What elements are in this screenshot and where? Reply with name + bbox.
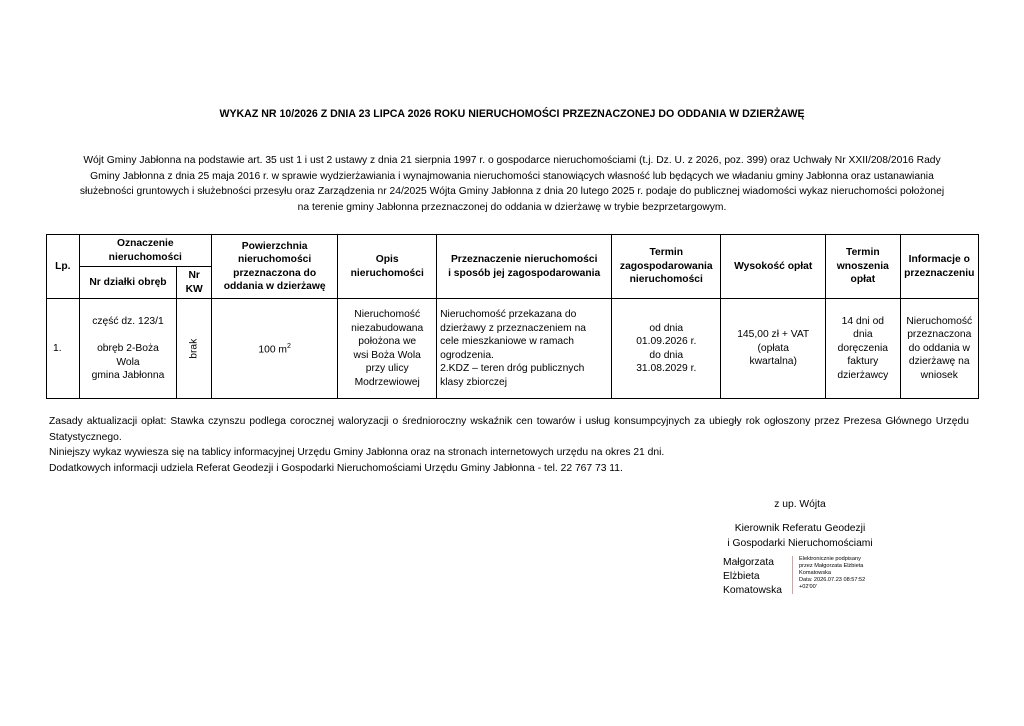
cell-przeznaczenie: Nieruchomość przekazana do dzierżawy z przeznaczeniem na cele mieszkaniowe w ramach ogrodzenia. 2.KDZ – teren dróg publicznych klasy zbiorczej <box>437 299 612 399</box>
note-contact: Dodatkowych informacji udziela Referat Geodezji i Gospodarki Nieruchomościami Urzędu Gminy Jabłonna - tel. 22 767 73 11. <box>49 462 623 474</box>
e-signature-divider <box>792 556 793 594</box>
signature-role: i Gospodarki Nieruchomościami <box>727 538 873 549</box>
intro-line: na terenie gminy Jabłonna przeznaczonej do oddania w dzierżawę w trybie bezprzetargowym. <box>297 201 727 213</box>
cell-nr-kw: brak <box>177 299 212 399</box>
signature-block <box>700 497 900 552</box>
signature-role: Kierownik Referatu Geodezji <box>734 522 866 534</box>
note-publication: Niniejszy wykaz wywiesza się na tablicy informacyjnej Urzędu Gminy Jabłonna oraz na stronach internetowych urzędu na okres 21 dni. <box>49 447 665 458</box>
header-termin-wnoszenia: Termin wnoszenia opłat <box>826 235 900 299</box>
signature-up: z up. Wójta <box>774 499 826 510</box>
header-oznaczenie: Oznaczenie nieruchomości <box>79 235 211 267</box>
intro-paragraph <box>40 153 984 215</box>
intro-line: służebności gruntowych i służebności przesyłu oraz Zarządzenia nr 24/2025 Wójta Gminy Jabłonna z dnia 20 lutego 2025 r. podaje do publicznej wiadomości wykaz nieruchomości położonej <box>79 186 945 197</box>
cell-termin-zagospodarowania: od dnia 01.09.2026 r. do dnia 31.08.2029 r. <box>612 299 721 399</box>
header-powierzchnia: Powierzchnia nieruchomości przeznaczona do oddania w dzierżawę <box>212 235 338 299</box>
note-fee-update: Zasady aktualizacji opłat: Stawka czynszu podlega corocznej waloryzacji o średnioroczny wskaźnik cen towarów i usług konsumpcyjnych za ubiegły rok ogłoszony przez Prezesa Głównego Urzędu Statystycznego. <box>49 416 969 443</box>
header-przeznaczenie: Przeznaczenie nieruchomości i sposób jej zagospodarowania <box>437 235 612 299</box>
notes-section <box>49 414 969 476</box>
intro-line: Wójt Gminy Jabłonna na podstawie art. 35 ust 1 i ust 2 ustawy z dnia 21 sierpnia 1997 r. o gospodarce nieruchomościami (t.j. Dz. U. z 2026, poz. 399) oraz Uchwały Nr XXII/208/2016 Rady <box>83 155 941 166</box>
header-lp: Lp. <box>47 235 80 299</box>
e-signature-info: Elektronicznie podpisany przez Małgorzata Elżbieta Komatowska Data: 2026.07.23 08:57:52 +02'00' <box>799 556 866 590</box>
cell-wysokosc-oplat: 145,00 zł + VAT (opłata kwartalna) <box>721 299 826 399</box>
header-wysokosc-oplat: Wysokość opłat <box>721 235 826 299</box>
signer-name: Małgorzata Elżbieta Komatowska <box>723 557 782 596</box>
cell-informacje: Nieruchomość przeznaczona do oddania w dzierżawę na wniosek <box>900 299 978 399</box>
document-title: WYKAZ NR 10/2026 Z DNIA 23 LIPCA 2026 ROKU NIERUCHOMOŚCI PRZEZNACZONEJ DO ODDANIA W DZIERŻAWĘ <box>219 108 805 120</box>
table-header-row <box>47 235 979 267</box>
cell-lp: 1. <box>47 299 80 399</box>
header-nr-kw: Nr KW <box>177 267 212 299</box>
table-row <box>47 299 979 399</box>
cell-powierzchnia: 100 $m^2$ <box>212 299 338 399</box>
header-termin-zagospodarowania: Termin zagospodarowania nieruchomości <box>612 235 721 299</box>
header-informacje: Informacje o przeznaczeniu <box>900 235 978 299</box>
intro-line: Gminy Jabłonna z dnia 25 maja 2016 r. w sprawie wydzierżawiania i wynajmowania nieruchomości stanowiących własność lub będących we władaniu gminy Jabłonna oraz ustanawiania <box>90 170 934 182</box>
header-opis: Opis nieruchomości <box>338 235 437 299</box>
header-nr-dzialki: Nr działki obręb <box>79 267 177 299</box>
property-table <box>46 234 979 399</box>
cell-termin-wnoszenia: 14 dni od dnia doręczenia faktury dzierżawcy <box>826 299 900 399</box>
cell-opis: Nieruchomość niezabudowana położona we wsi Boża Wola przy ulicy Modrzewiowej <box>338 299 437 399</box>
cell-nr-dzialki: część dz. 123/1 obręb 2-Boża Wola gmina Jabłonna <box>79 299 177 399</box>
